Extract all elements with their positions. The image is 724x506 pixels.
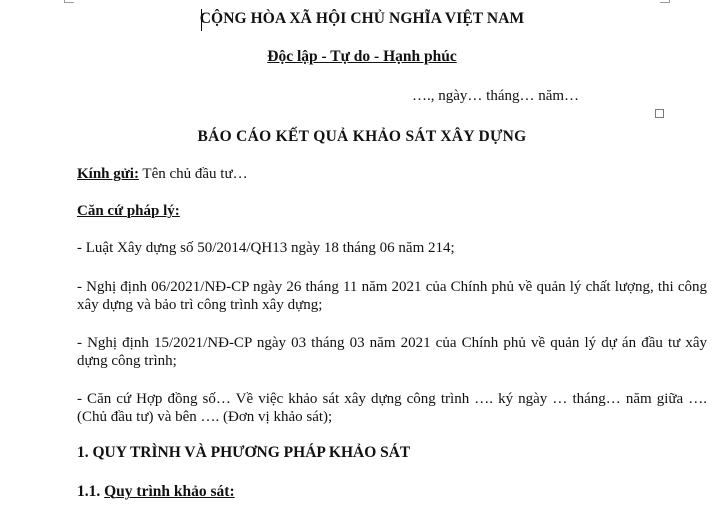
- recipient-label: Kính gửi:: [77, 166, 139, 182]
- legal-item-2: - Nghị định 06/2021/NĐ-CP ngày 26 tháng 11 năm 2021 của Chính phủ về quản lý chất lượng, thi công xây dựng và bảo trì công trình xây dựng;: [77, 279, 707, 313]
- report-title: BÁO CÁO KẾT QUẢ KHẢO SÁT XÂY DỰNG: [197, 128, 527, 145]
- text-box-handle[interactable]: [655, 109, 664, 118]
- motto: Độc lập - Tự do - Hạnh phúc: [267, 48, 457, 65]
- recipient-value: Tên chủ đầu tư…: [142, 166, 248, 182]
- section-1-1-heading: Quy trình khảo sát:: [104, 483, 235, 500]
- national-title: CỘNG HÒA XÃ HỘI CHỦ NGHĨA VIỆT NAM: [199, 10, 525, 27]
- left-margin-mark: [64, 0, 74, 3]
- recipient-line: [77, 165, 707, 183]
- legal-item-4: - Căn cứ Hợp đồng số… Về việc khảo sát xây dựng công trình …. ký ngày … tháng… năm giữa …. (Chủ đầu tư) và bên …. (Đơn vị khảo sát);: [77, 391, 707, 425]
- legal-basis-heading: Căn cứ pháp lý:: [77, 203, 180, 219]
- section-1-1-heading-line: [77, 483, 235, 501]
- section-1-1-number: 1.1.: [77, 483, 101, 500]
- legal-item-1: - Luật Xây dựng số 50/2014/QH13 ngày 18 tháng 06 năm 214;: [77, 240, 455, 256]
- dateline: …., ngày… tháng… năm…: [412, 88, 580, 104]
- section-1-heading: 1. QUY TRÌNH VÀ PHƯƠNG PHÁP KHẢO SÁT: [77, 444, 411, 461]
- right-margin-mark: [660, 0, 670, 3]
- legal-item-3: - Nghị định 15/2021/NĐ-CP ngày 03 tháng 03 năm 2021 của Chính phủ về quản lý dự án đầu tư xây dựng công trình;: [77, 335, 707, 369]
